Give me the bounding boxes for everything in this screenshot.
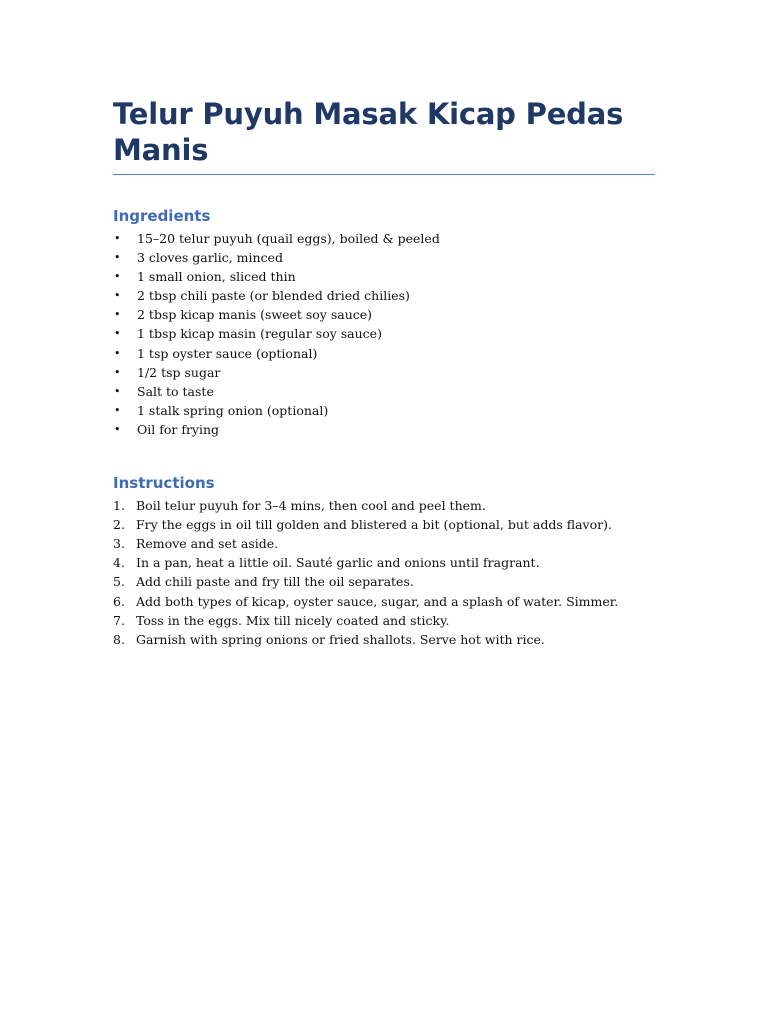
ingredient-item: [113, 286, 655, 305]
ingredient-text: Oil for frying: [137, 421, 220, 437]
step-text: In a pan, heat a little oil. Sauté garlic and onions until fragrant.: [136, 555, 540, 571]
ingredient-item: [113, 420, 655, 439]
bullet-icon: •: [114, 308, 121, 322]
bullet-icon: •: [114, 270, 121, 284]
step-number: 6.: [113, 593, 125, 609]
step-number: 2.: [113, 517, 125, 533]
instruction-step: [113, 553, 655, 572]
bullet-icon: •: [114, 232, 121, 245]
bullet-icon: •: [114, 327, 121, 341]
ingredient-item: [113, 363, 655, 382]
step-number: 4.: [113, 555, 125, 571]
ingredient-item: [113, 229, 655, 248]
ingredient-text: 15–20 telur puyuh (quail eggs), boiled & peeled: [137, 231, 440, 246]
bullet-icon: •: [114, 403, 121, 417]
ingredient-text: 1 small onion, sliced thin: [137, 269, 296, 285]
document-title: Telur Puyuh Masak Kicap Pedas Manis: [113, 96, 655, 175]
step-text: Boil telur puyuh for 3–4 mins, then cool and peel them.: [136, 498, 486, 514]
bullet-icon: •: [114, 346, 121, 360]
ingredient-text: 2 tbsp chili paste (or blended dried chilies): [137, 288, 410, 304]
instruction-step: [113, 572, 655, 591]
instruction-step: [113, 515, 655, 534]
step-text: Add both types of kicap, oyster sauce, sugar, and a splash of water. Simmer.: [136, 593, 619, 609]
step-text: Garnish with spring onions or fried shallots. Serve hot with rice.: [136, 631, 545, 647]
step-number: 8.: [113, 631, 125, 647]
ingredient-item: [113, 267, 655, 286]
step-text: Fry the eggs in oil till golden and blistered a bit (optional, but adds flavor).: [136, 517, 612, 533]
step-number: 1.: [113, 498, 125, 514]
instruction-step: [113, 592, 655, 611]
ingredients-list: [113, 229, 655, 439]
ingredient-text: 1/2 tsp sugar: [137, 364, 221, 380]
ingredient-item: [113, 382, 655, 401]
bullet-icon: •: [114, 251, 121, 265]
instructions-list: [113, 496, 655, 649]
document-page: [113, 96, 655, 649]
ingredients-heading: Ingredients: [113, 207, 211, 225]
ingredient-item: [113, 344, 655, 363]
instruction-step: [113, 611, 655, 630]
bullet-icon: •: [114, 289, 121, 303]
instruction-step: [113, 496, 655, 515]
bullet-icon: •: [114, 365, 121, 379]
ingredient-item: [113, 305, 655, 324]
instruction-step: [113, 534, 655, 553]
step-text: Add chili paste and fry till the oil separates.: [136, 574, 414, 590]
ingredient-text: Salt to taste: [137, 383, 214, 399]
instructions-heading: Instructions: [113, 474, 215, 493]
ingredient-text: 2 tbsp kicap manis (sweet soy sauce): [137, 307, 373, 323]
instruction-step: [113, 630, 655, 649]
step-number: 5.: [113, 574, 125, 590]
ingredient-text: 3 cloves garlic, minced: [137, 250, 283, 266]
step-text: Toss in the eggs. Mix till nicely coated and sticky.: [136, 612, 450, 628]
step-number: 3.: [113, 536, 125, 552]
bullet-icon: •: [114, 384, 121, 398]
bullet-icon: •: [114, 422, 121, 436]
step-text: Remove and set aside.: [136, 536, 279, 552]
ingredient-item: [113, 324, 655, 343]
ingredient-text: 1 tsp oyster sauce (optional): [137, 345, 318, 361]
ingredient-item: [113, 248, 655, 267]
ingredient-item: [113, 401, 655, 420]
step-number: 7.: [113, 612, 125, 628]
ingredient-text: 1 tbsp kicap masin (regular soy sauce): [137, 326, 382, 342]
ingredient-text: 1 stalk spring onion (optional): [137, 402, 329, 418]
